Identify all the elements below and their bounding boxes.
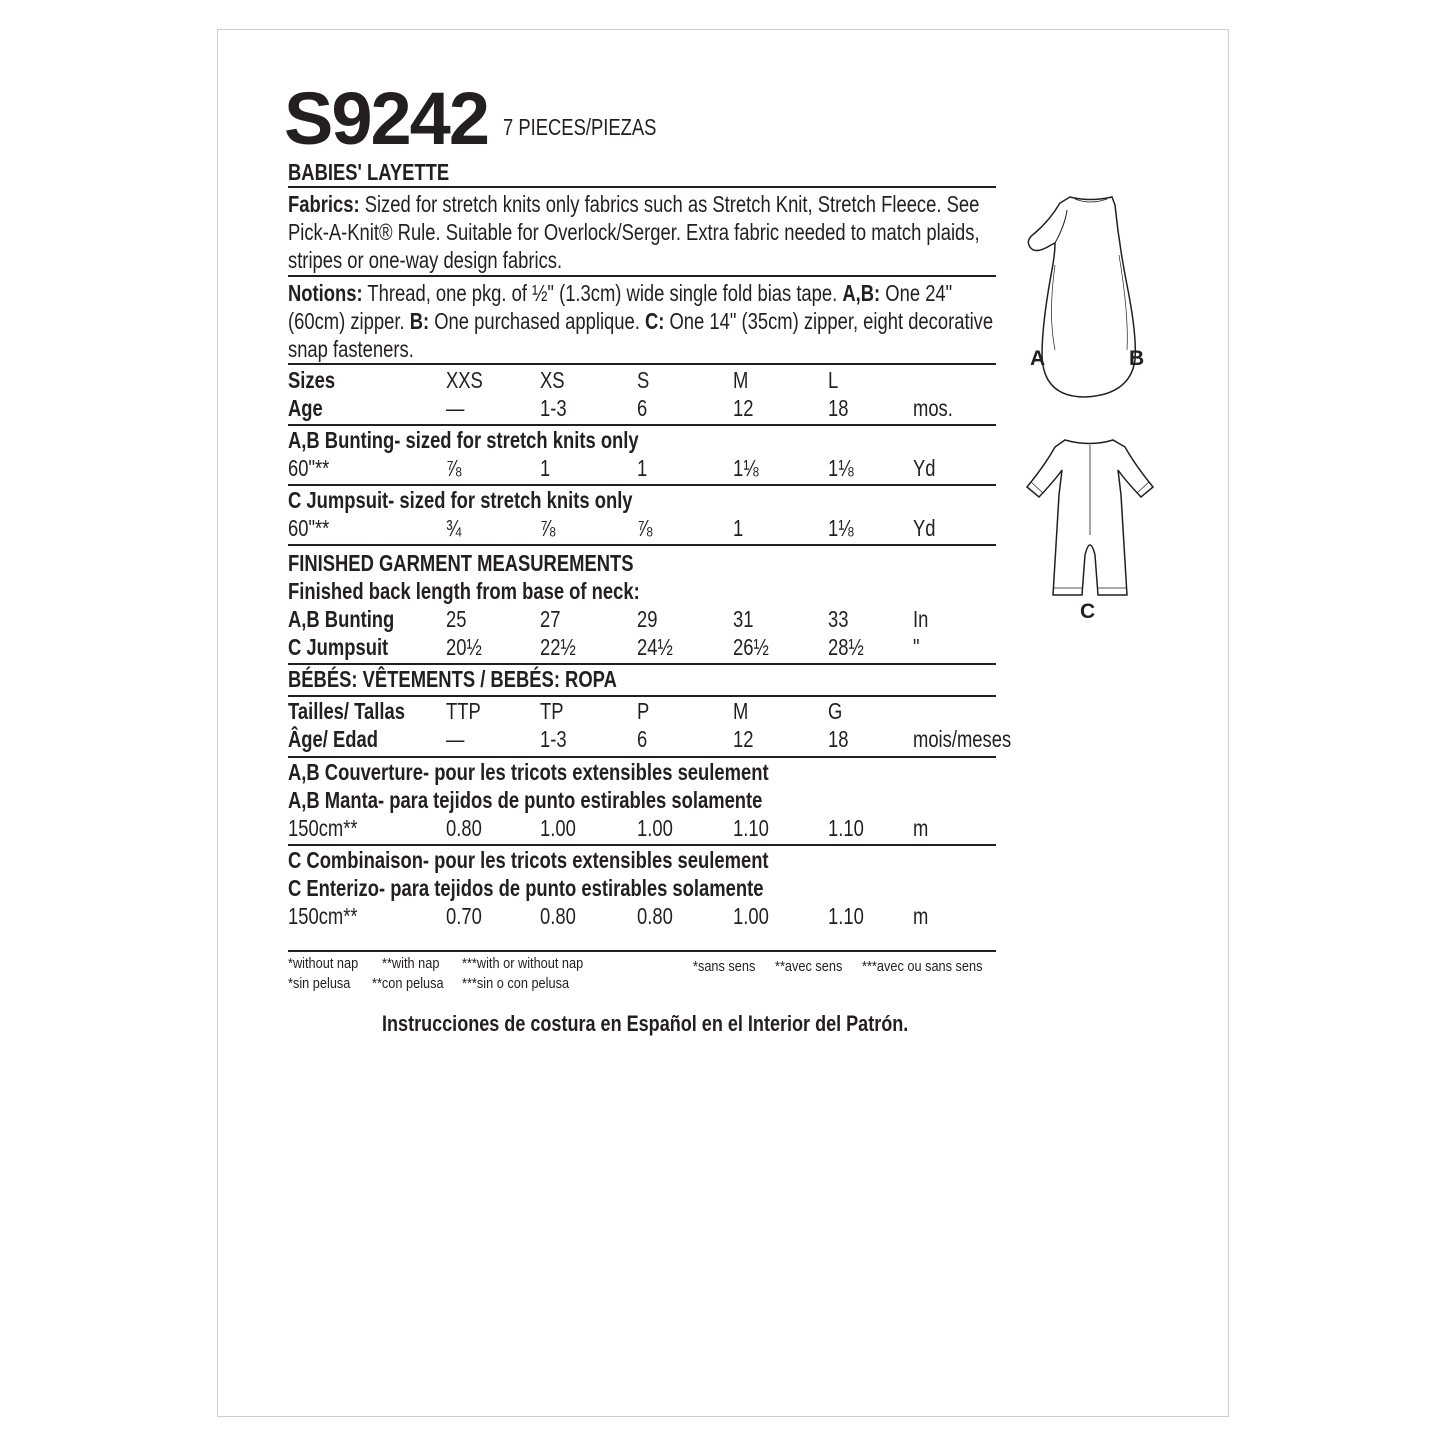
table-cell: G xyxy=(828,698,843,724)
table-cell: 0.80 xyxy=(637,903,673,929)
table-cell: m xyxy=(913,903,929,929)
table-cell: 29 xyxy=(637,606,658,632)
table-cell: 12 xyxy=(733,395,754,421)
table-cell: — xyxy=(446,395,465,421)
table-cell: 1.10 xyxy=(828,815,864,841)
table-cell: 12 xyxy=(733,726,754,752)
table-cell: L xyxy=(828,367,839,393)
table-cell: 1.00 xyxy=(637,815,673,841)
notions-section: Notions: Thread, one pkg. of ½" (1.3cm) wide single fold bias tape. A,B: One 24" (60cm) zipper. B: One purchased applique. C: One 14" (35cm) zipper, eight decorative snap fasteners. xyxy=(288,280,994,362)
table-cell: XS xyxy=(540,367,565,393)
table-cell: 20½ xyxy=(446,634,482,660)
table-cell: mois/meses xyxy=(913,726,1012,752)
footnote-fr: *sans sens xyxy=(693,958,756,975)
pattern-number: S9242 xyxy=(284,77,488,160)
view-label-b: B xyxy=(1129,347,1145,370)
table-cell: 0.80 xyxy=(540,903,576,929)
table-cell: 6 xyxy=(637,726,648,752)
table-cell: 1 xyxy=(733,515,744,541)
table-cell: 1⅛ xyxy=(828,455,854,481)
table-cell: 18 xyxy=(828,726,849,752)
pattern-subtitle: BABIES' LAYETTE xyxy=(288,159,450,185)
row-label: Tailles/ Tallas xyxy=(288,698,405,724)
table-cell: ¾ xyxy=(446,515,462,541)
table-cell: 28½ xyxy=(828,634,864,660)
divider xyxy=(288,756,996,758)
piece-count: 7 PIECES/PIEZAS xyxy=(503,114,657,140)
table-cell: " xyxy=(913,634,920,660)
table-cell: ⅞ xyxy=(446,455,462,481)
row-label: A,B Bunting xyxy=(288,606,395,632)
row-label: 60"** xyxy=(288,455,330,481)
footnote-en: ***with or without nap xyxy=(462,955,584,972)
table-cell: In xyxy=(913,606,929,632)
divider xyxy=(288,424,996,426)
divider xyxy=(288,950,996,952)
row-label: Âge/ Edad xyxy=(288,726,378,752)
table-cell: 0.70 xyxy=(446,903,482,929)
table-cell: 18 xyxy=(828,395,849,421)
table-cell: S xyxy=(637,367,650,393)
table-cell: Yd xyxy=(913,515,936,541)
table-cell: ⅞ xyxy=(637,515,653,541)
table-section-heading: C Combinaison- pour les tricots extensibles seulement xyxy=(288,847,769,873)
jumpsuit-illustration xyxy=(1027,440,1153,595)
table-cell: m xyxy=(913,815,929,841)
divider xyxy=(288,363,996,365)
table-cell: 22½ xyxy=(540,634,576,660)
row-label: 150cm** xyxy=(288,903,358,929)
footnote-fr: ***avec ou sans sens xyxy=(862,958,983,975)
spanish-instructions-note: Instrucciones de costura en Español en el Interior del Patrón. xyxy=(382,1011,909,1036)
fabrics-section: Fabrics: Sized for stretch knits only fabrics such as Stretch Knit, Stretch Fleece. See Pick-A-Knit® Rule. Suitable for Overlock/Serger. Extra fabric needed to match plaids, stripes or one-way design fabrics. xyxy=(288,191,980,273)
table-cell: 31 xyxy=(733,606,754,632)
table-section-heading: A,B Couverture- pour les tricots extensibles seulement xyxy=(288,759,769,785)
table-section-heading: A,B Manta- para tejidos de punto estirables solamente xyxy=(288,787,763,813)
view-label-c: C xyxy=(1080,600,1096,623)
table-cell: 33 xyxy=(828,606,849,632)
table-cell: — xyxy=(446,726,465,752)
table-cell: XXS xyxy=(446,367,483,393)
table-cell: 27 xyxy=(540,606,561,632)
row-label: 60"** xyxy=(288,515,330,541)
footnote-en: **with nap xyxy=(382,955,440,972)
table-cell: 1-3 xyxy=(540,726,567,752)
table-section-heading: C Enterizo- para tejidos de punto estirables solamente xyxy=(288,875,764,901)
table-cell: TTP xyxy=(446,698,481,724)
table-section-heading: Finished back length from base of neck: xyxy=(288,578,640,604)
table-cell: 1.10 xyxy=(828,903,864,929)
table-cell: 1⅛ xyxy=(828,515,854,541)
table-section-heading: BÉBÉS: VÊTEMENTS / BEBÉS: ROPA xyxy=(288,666,617,692)
table-cell: TP xyxy=(540,698,564,724)
table-cell: 1-3 xyxy=(540,395,567,421)
table-cell: 1.10 xyxy=(733,815,769,841)
divider xyxy=(288,484,996,486)
table-cell: 1.00 xyxy=(540,815,576,841)
garment-illustrations xyxy=(1015,185,1165,625)
footnote-es: *sin pelusa xyxy=(288,975,351,992)
divider xyxy=(288,663,996,665)
table-cell: 1⅛ xyxy=(733,455,759,481)
table-cell: Yd xyxy=(913,455,936,481)
divider xyxy=(288,695,996,697)
table-cell: 24½ xyxy=(637,634,673,660)
table-cell: 1 xyxy=(540,455,551,481)
row-label: Sizes xyxy=(288,367,336,393)
table-section-heading: FINISHED GARMENT MEASUREMENTS xyxy=(288,550,634,576)
table-cell: 25 xyxy=(446,606,467,632)
table-cell: 1.00 xyxy=(733,903,769,929)
table-cell: mos. xyxy=(913,395,953,421)
table-cell: M xyxy=(733,367,749,393)
view-label-a: A xyxy=(1030,347,1046,370)
table-cell: ⅞ xyxy=(540,515,556,541)
footnote-es: ***sin o con pelusa xyxy=(462,975,570,992)
table-cell: 1 xyxy=(637,455,648,481)
footnote-fr: **avec sens xyxy=(775,958,843,975)
row-label: Age xyxy=(288,395,323,421)
table-cell: P xyxy=(637,698,650,724)
divider xyxy=(288,544,996,546)
divider xyxy=(288,186,996,188)
divider xyxy=(288,844,996,846)
table-section-heading: A,B Bunting- sized for stretch knits only xyxy=(288,427,639,453)
footnote-en: *without nap xyxy=(288,955,359,972)
footnote-es: **con pelusa xyxy=(372,975,444,992)
divider xyxy=(288,275,996,277)
table-cell: 26½ xyxy=(733,634,769,660)
table-cell: 0.80 xyxy=(446,815,482,841)
row-label: 150cm** xyxy=(288,815,358,841)
table-cell: M xyxy=(733,698,749,724)
table-section-heading: C Jumpsuit- sized for stretch knits only xyxy=(288,487,633,513)
row-label: C Jumpsuit xyxy=(288,634,389,660)
table-cell: 6 xyxy=(637,395,648,421)
